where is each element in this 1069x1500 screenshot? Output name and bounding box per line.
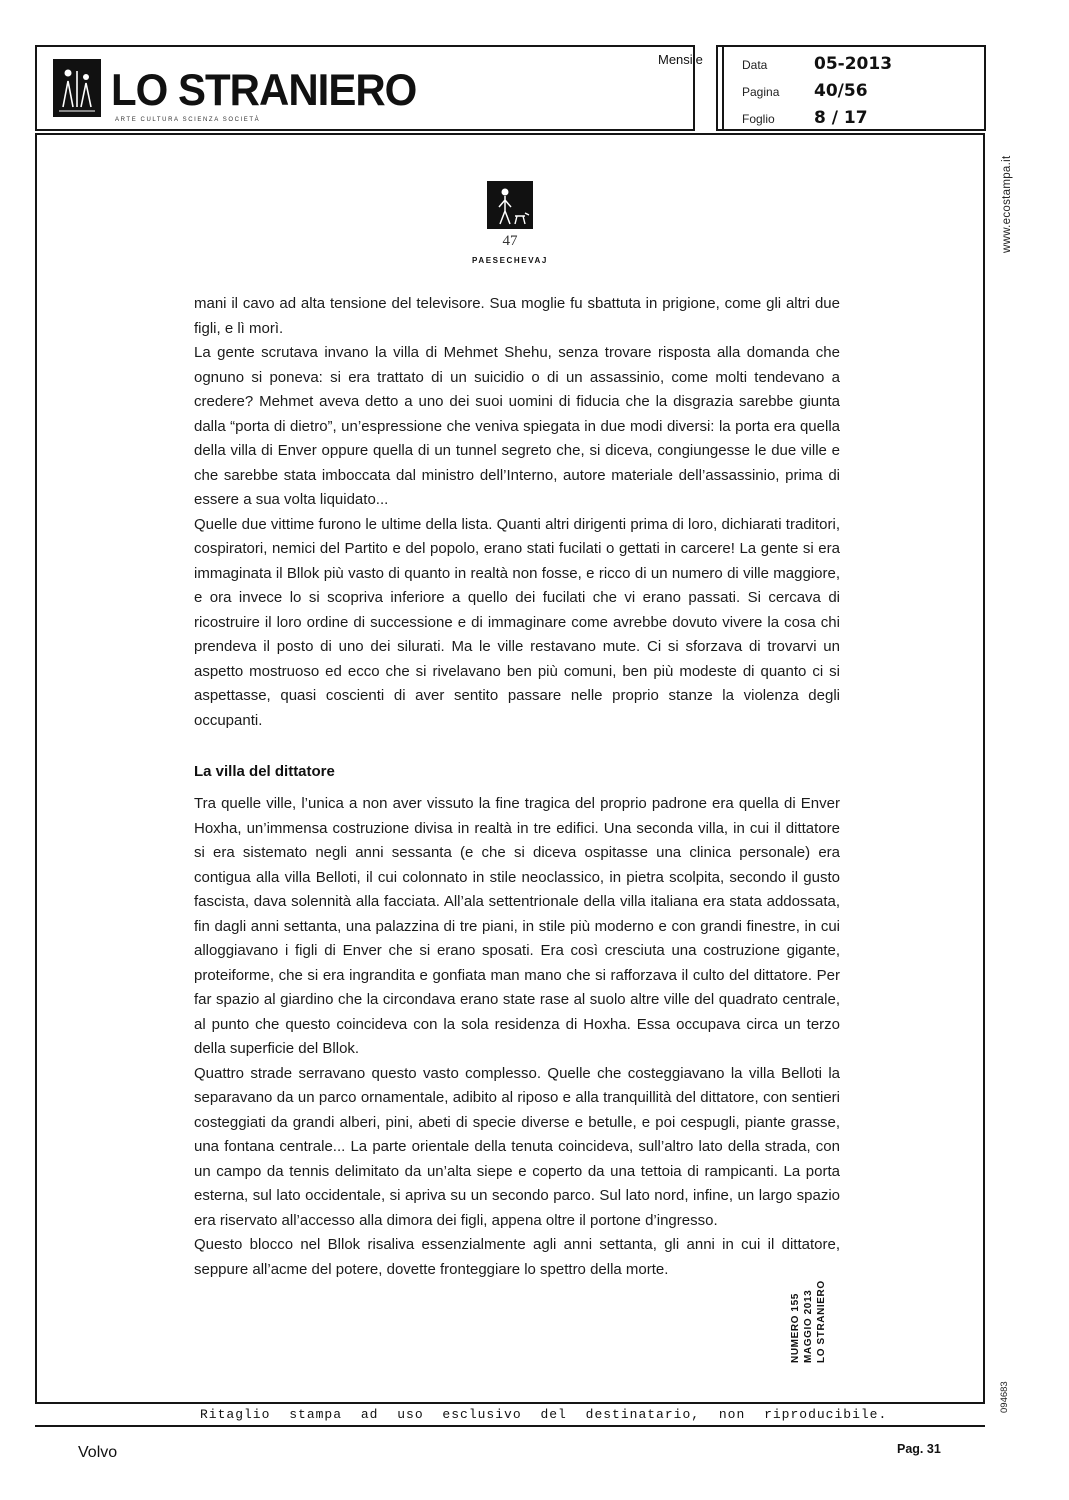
issue-month: MAGGIO 2013 (803, 1289, 814, 1363)
magazine-logo-icon (53, 59, 101, 117)
magazine-subtitle: ARTE CULTURA SCIENZA SOCIETÀ (115, 117, 261, 123)
masthead-box (35, 45, 695, 131)
disclaimer-strip (35, 1404, 985, 1427)
meta-value-pagina: 40/56 (814, 81, 868, 101)
meta-row-pagina (742, 81, 984, 101)
chapter-caption: PAESECHEVAJ (472, 256, 548, 265)
chapter-icon (487, 181, 533, 229)
article-frame (35, 133, 985, 1404)
article-paragraph: mani il cavo ad alta tensione del televisore. Sua moglie fu sbattuta in prigione, come gli altri due figli, e lì morì. (194, 295, 840, 337)
client-brand: Volvo (78, 1444, 118, 1461)
issue-number: NUMERO 155 (790, 1293, 801, 1363)
issue-magazine: LO STRANIERO (816, 1280, 827, 1363)
article-paragraph: Tra quelle ville, l’unica a non aver vissuto la fine tragica del proprio padrone era quella di Enver Hoxha, un’immensa costruzione divisa in realtà in tre edifici. Una seconda villa, in cui il dittatore si era sistemato negli anni sessanta (e che si diceva ospitasse una clinica personale) era contigua alla villa Belloti, il cui colonnato in stile neoclassico, in pietra scolpita, secondo il gusto fascista, dava solennità alla facciata. All’ala settentrionale della villa italiana era stata addossata, fin dagli anni settanta, una palazzina di tre piani, in stile più moderno e con grandi finestre, in cui alloggiavano i figli di Enver che si erano sposati. Era così cresciuta una costruzione gigante, proteiforme, che si era ingrandita e gonfiata man mano che si rafforzava il culto del dittatore. Per far spazio al giardino che la circondava erano state rase al suolo altre ville del quadrato centrale, al punto che questo coincideva con la sola residenza di Hoxha. Essa occupava circa un terzo della superficie del Bllok. (194, 795, 840, 1057)
section-heading: La villa del dittatore (194, 763, 335, 780)
meta-row-foglio (742, 108, 984, 128)
meta-label-foglio: Foglio (742, 112, 775, 126)
meta-value-data: 05-2013 (814, 54, 893, 74)
frequency-label: Mensile (658, 52, 703, 67)
ecostampa-watermark: www.ecostampa.it (1001, 155, 1013, 253)
meta-value-foglio: 8 / 17 (814, 108, 868, 128)
clipping-meta-box (716, 45, 986, 131)
page-number: Pag. 31 (897, 1442, 941, 1456)
magazine-title: LO STRANIERO (111, 65, 417, 115)
article-body (194, 292, 840, 1282)
disclaimer-text: Ritaglio stampa ad uso esclusivo del destinatario, non riproducibile. (200, 1407, 888, 1422)
issue-stamp (789, 1280, 828, 1363)
clipping-code: 094683 (999, 1381, 1010, 1413)
meta-row-data (742, 54, 984, 74)
article-paragraph: Questo blocco nel Bllok risaliva essenzialmente agli anni settanta, gli anni in cui il dittatore, seppure all’acme del potere, dovette fronteggiare lo spettro della morte. (194, 1236, 840, 1278)
meta-label-pagina: Pagina (742, 85, 780, 99)
article-paragraph: La gente scrutava invano la villa di Mehmet Shehu, senza trovare risposta alla domanda che ognuno si poneva: si era trattato di un suicidio o di un assassinio, come molti tendevano a credere? Mehmet aveva detto a uno dei suoi uomini di fiducia che la disgrazia sarebbe giunta dalla “porta di dietro”, un’espressione che veniva spiegata in due modi diversi: la porta era quella della villa di Enver oppure quella di un tunnel segreto che, si diceva, congiungesse le due ville e che sarebbe stata imboccata dal ministro dell’Interno, autore materiale dell’assassinio, prima di essere a sua volta liquidato... (194, 344, 840, 508)
chapter-number: 47 (502, 233, 518, 249)
meta-label-data: Data (742, 58, 768, 72)
article-paragraph: Quelle due vittime furono le ultime della lista. Quanti altri dirigenti prima di loro, dichiarati traditori, cospiratori, nemici del Partito e del popolo, erano stati fucilati o gettati in carcere! La gente si era immaginata il Bllok più vasto di quanto in realtà non fosse, e ricco di un numero di ville maggiore, e ora invece lo si scopriva inferiore a quello dei fucilati che vi erano passati. Si cercava di ricostruire il loro ordine di successione e di immaginare come avrebbe dovuto vivere la cosa chi prendeva il posto di uno dei silurati. Ma le ville restavano mute. Ci si sforzava di trovarvi un aspetto mostruoso ed ecco che si rivelavano ben più comuni, ben più modeste di quanto ci si aspettasse, quasi coscienti di aver sentito passare nelle proprio stanze la violenza degli occupanti. (194, 515, 840, 729)
article-paragraph: Quattro strade serravano questo vasto complesso. Quelle che costeggiavano la villa Belloti la separavano da un parco ornamentale, adibito al riposo e alla tranquillità del dittatore, con sentieri costeggiati da grandi alberi, pini, abeti di specie diverse e betulle, e poi cespugli, piante grasse, una fontana centrale... La parte orientale della tenuta coincideva, sull’altro lato della strada, con un campo da tennis delimitato da un’alta siepe e coperto da una tettoia di rampicanti. La porta esterna, sul lato occidentale, si apriva su un secondo parco. Sul lato nord, infine, un largo spazio era riservato all’accesso alla dimora dei figli, appena oltre il portone d’ingresso. (194, 1064, 840, 1229)
